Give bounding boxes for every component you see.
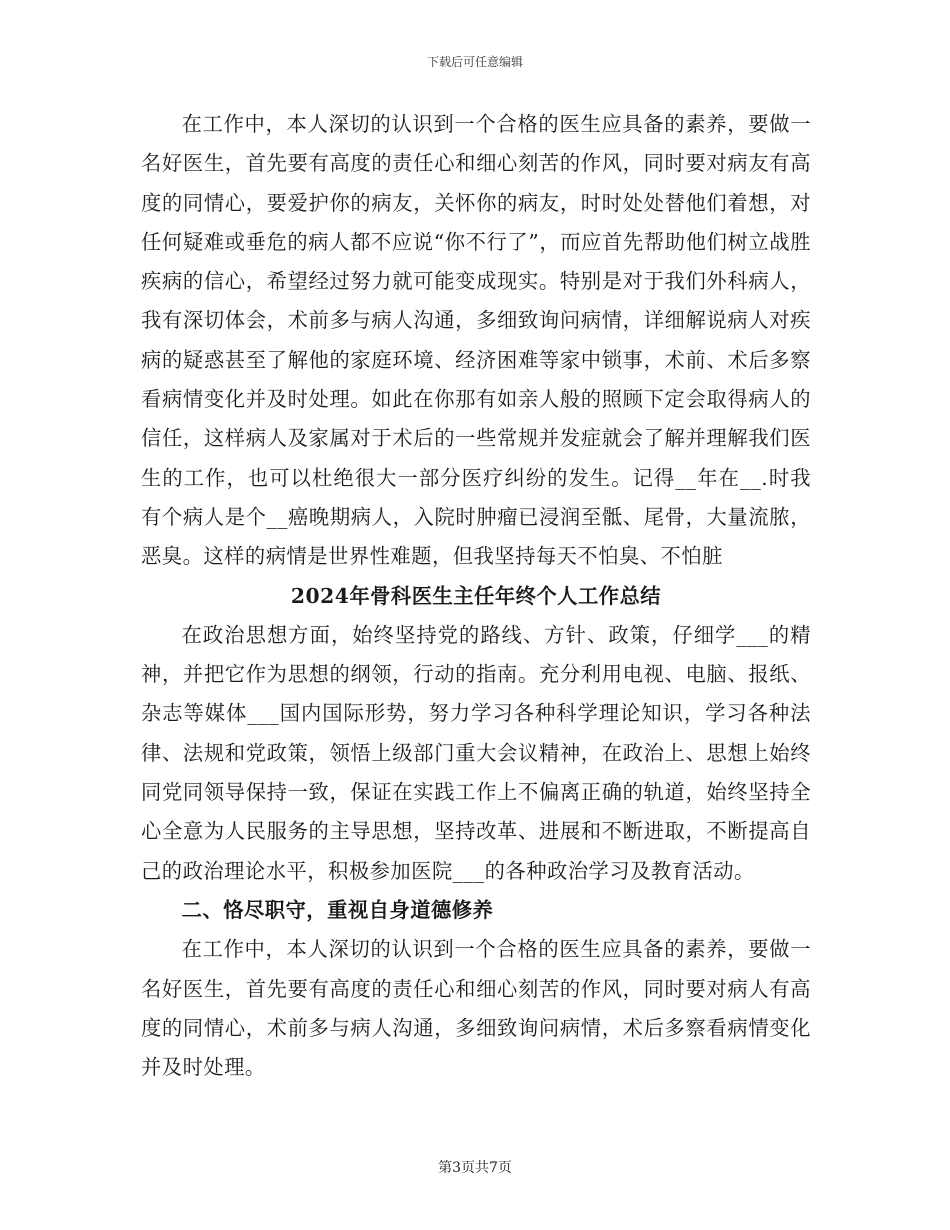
header-note: 下载后可任意编辑 — [426, 55, 523, 69]
document-body — [141, 105, 811, 1087]
document-title: 2024年骨科医生主任年终个人工作总结 — [290, 583, 662, 608]
section-heading: 二、恪尽职守，重视自身道德修养 — [181, 897, 494, 922]
page-indicator: 第3页共7页 — [438, 1160, 512, 1176]
paragraph-political-thought: 在政治思想方面，始终坚持党的路线、方针、政策，仔细学___的精神，并把它作为思想的纲领，行动的指南。充分利用电视、电脑、报纸、杂志等媒体___国内国际形势，努力学习各种科学理论知识，学习各种法律、法规和党政策，领悟上级部门重大会议精神，在政治上、思想上始终同党同领导保持一致，保证在实践工作上不偏离正确的轨道，始终坚持全心全意为人民服务的主导思想，坚持改革、进展和不断进取，不断提高自己的政治理论水平，积极参加医院___的各种政治学习及教育活动。 — [141, 622, 811, 883]
paragraph-work-ethics: 在工作中，本人深切的认识到一个合格的医生应具备的素养，要做一名好医生，首先要有高度的责任心和细心刻苦的作风，同时要对病友有高度的同情心，要爱护你的病友，关怀你的病友，时时处处替他们着想，对任何疑难或垂危的病人都不应说“你不行了”，而应首先帮助他们树立战胜疾病的信心，希望经过努力就可能变成现实。特别是对于我们外科病人，我有深切体会，术前多与病人沟通，多细致询问病情，详细解说病人对疾病的疑惑甚至了解他的家庭环境、经济困难等家中锁事，术前、术后多察看病情变化并及时处理。如此在你那有如亲人般的照顾下定会取得病人的信任，这样病人及家属对于术后的一些常规并发症就会了解并理解我们医生的工作，也可以杜绝很大一部分医疗纠纷的发生。记得__年在__.时我有个病人是个__癌晚期病人，入院时肿瘤已浸润至骶、尾骨，大量流脓，恶臭。这样的病情是世界性难题，但我坚持每天不怕臭、不怕脏 — [141, 112, 811, 569]
paragraph-professional-duty: 在工作中，本人深切的认识到一个合格的医生应具备的素养，要做一名好医生，首先要有高度的责任心和细心刻苦的作风，同时要对病人有高度的同情心，术前多与病人沟通，多细致询问病情，术后多察看病情变化并及时处理。 — [141, 937, 811, 1080]
